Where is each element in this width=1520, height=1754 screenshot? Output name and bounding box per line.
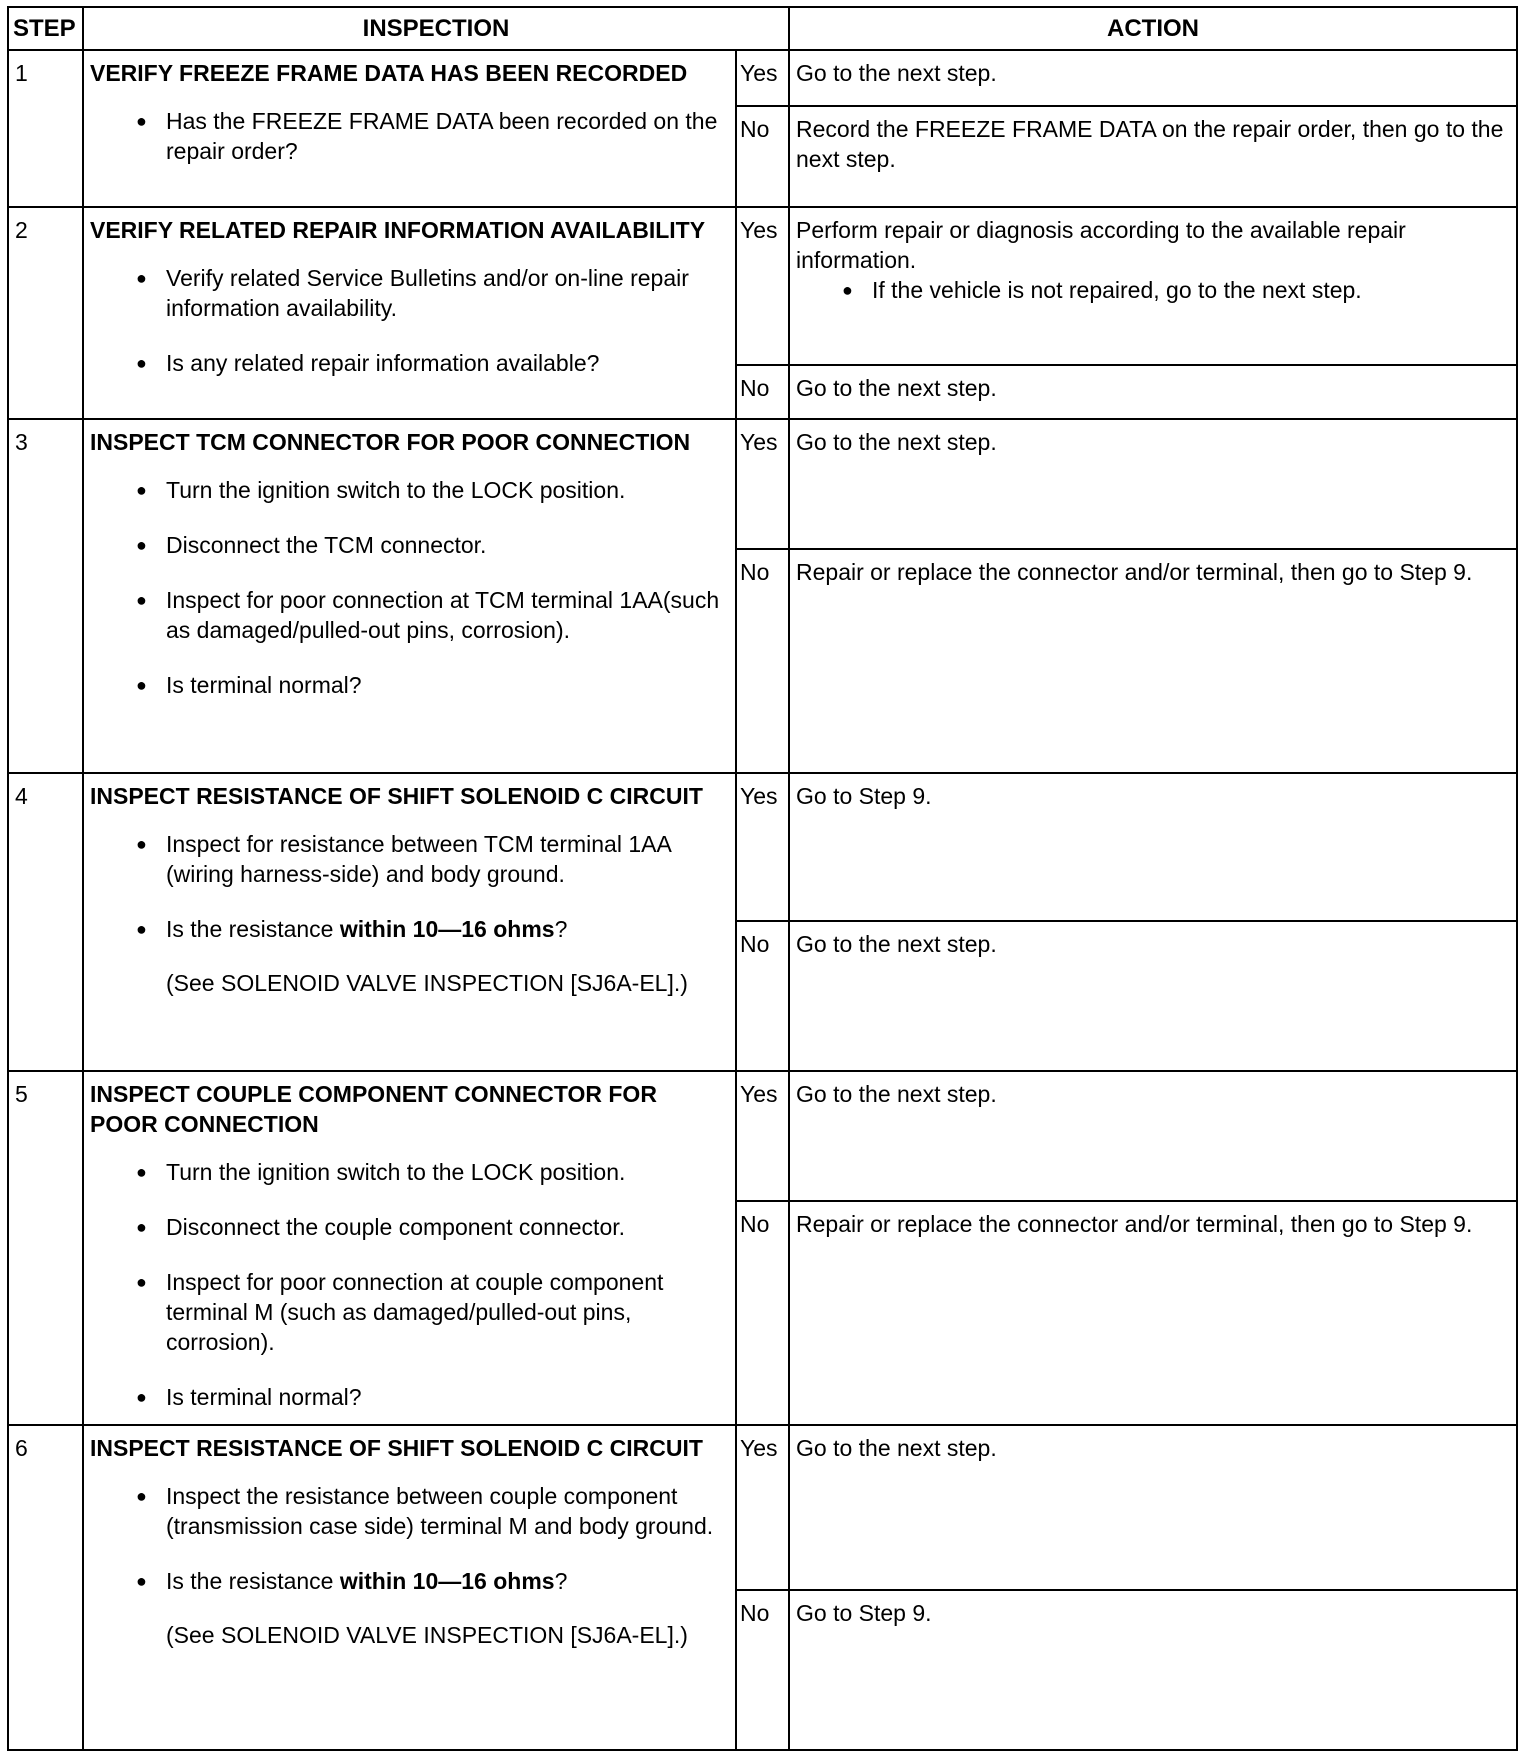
step-number: 4	[8, 773, 83, 1071]
bullet-icon: ●	[136, 590, 147, 610]
no-label: No	[736, 921, 789, 1071]
yes-action: Go to the next step.	[789, 1071, 1517, 1201]
table-row	[8, 50, 1517, 106]
inspection-title: VERIFY FREEZE FRAME DATA HAS BEEN RECORDED	[90, 60, 688, 86]
step-number: 2	[8, 207, 83, 419]
inspection-cell	[83, 50, 736, 207]
reference-note: (See SOLENOID VALVE INSPECTION [SJ6A-EL].)	[166, 970, 688, 996]
action-column-header: ACTION	[789, 7, 1517, 50]
yes-action: Perform repair or diagnosis according to the available repair information.	[796, 217, 1406, 273]
list-item	[90, 1481, 729, 1541]
bullet-icon: ●	[136, 1272, 147, 1292]
list-item	[796, 275, 1510, 305]
list-item	[90, 585, 729, 645]
yes-action: Go to the next step.	[789, 1425, 1517, 1590]
table-row	[8, 773, 1517, 921]
inspection-bullet: Inspect for poor connection at TCM terminal 1AA(such as damaged/pulled-out pins, corrosion).	[166, 587, 720, 643]
inspection-title: INSPECT RESISTANCE OF SHIFT SOLENOID C CIRCUIT	[90, 783, 703, 809]
list-item	[90, 263, 729, 323]
inspection-bullet: Is any related repair information available?	[166, 350, 600, 376]
inspection-cell	[83, 773, 736, 1071]
question-spec: within 10—16 ohms	[339, 1568, 555, 1594]
bullet-icon: ●	[136, 675, 147, 695]
inspection-bullet: Verify related Service Bulletins and/or on-line repair information availability.	[166, 265, 689, 321]
inspection-bullets	[90, 829, 729, 998]
bullet-icon: ●	[136, 1387, 147, 1407]
list-item	[90, 914, 729, 998]
question-pre: Is the resistance	[166, 1568, 340, 1594]
list-item	[90, 475, 729, 505]
inspection-bullet: Disconnect the couple component connector.	[166, 1214, 626, 1240]
bullet-icon: ●	[136, 535, 147, 555]
bullet-icon: ●	[136, 353, 147, 373]
inspection-title: VERIFY RELATED REPAIR INFORMATION AVAILABILITY	[90, 217, 706, 243]
inspection-cell	[83, 207, 736, 419]
question-pre: Is the resistance	[166, 916, 340, 942]
yes-label: Yes	[736, 1425, 789, 1590]
bullet-icon: ●	[136, 111, 147, 131]
inspection-bullet: Inspect for resistance between TCM terminal 1AA (wiring harness-side) and body ground.	[166, 831, 671, 887]
bullet-icon: ●	[842, 280, 853, 300]
action-bullet: If the vehicle is not repaired, go to the next step.	[872, 277, 1362, 303]
inspection-bullet: Turn the ignition switch to the LOCK position.	[166, 477, 626, 503]
inspection-bullets	[90, 106, 729, 166]
yes-action: Go to the next step.	[789, 419, 1517, 549]
question-spec: within 10—16 ohms	[339, 916, 555, 942]
no-action: Go to Step 9.	[789, 1590, 1517, 1750]
list-item	[90, 1267, 729, 1357]
bullet-icon: ●	[136, 919, 147, 939]
inspection-bullet: Has the FREEZE FRAME DATA been recorded on the repair order?	[166, 108, 718, 164]
no-action: Record the FREEZE FRAME DATA on the repair order, then go to the next step.	[789, 106, 1517, 207]
inspection-title: INSPECT COUPLE COMPONENT CONNECTOR FOR POOR CONNECTION	[90, 1081, 657, 1137]
inspection-bullets	[90, 1481, 729, 1650]
inspection-bullet: Turn the ignition switch to the LOCK position.	[166, 1159, 626, 1185]
inspection-bullet: Inspect the resistance between couple component (transmission case side) terminal M and body ground.	[166, 1483, 714, 1539]
step-number: 5	[8, 1071, 83, 1425]
list-item	[90, 1212, 729, 1242]
step-column-header: STEP	[8, 7, 83, 50]
list-item	[90, 106, 729, 166]
step-number: 1	[8, 50, 83, 207]
inspection-column-header: INSPECTION	[83, 7, 789, 50]
step-number: 6	[8, 1425, 83, 1750]
bullet-icon: ●	[136, 268, 147, 288]
bullet-icon: ●	[136, 480, 147, 500]
step-number: 3	[8, 419, 83, 773]
table-row	[8, 419, 1517, 549]
inspection-cell	[83, 1071, 736, 1425]
question-post: ?	[554, 1568, 568, 1594]
list-item	[90, 530, 729, 560]
question-text	[166, 1568, 567, 1594]
yes-label: Yes	[736, 419, 789, 549]
no-label: No	[736, 1590, 789, 1750]
inspection-bullet: Disconnect the TCM connector.	[166, 532, 487, 558]
header-row	[8, 7, 1517, 50]
inspection-cell	[83, 1425, 736, 1750]
action-bullets	[796, 275, 1510, 305]
table-row	[8, 207, 1517, 365]
yes-action: Go to the next step.	[789, 50, 1517, 106]
bullet-icon: ●	[136, 1217, 147, 1237]
bullet-icon: ●	[136, 1162, 147, 1182]
reference-note: (See SOLENOID VALVE INSPECTION [SJ6A-EL].)	[166, 1622, 688, 1648]
yes-action-cell	[789, 207, 1517, 365]
yes-label: Yes	[736, 773, 789, 921]
inspection-title: INSPECT RESISTANCE OF SHIFT SOLENOID C CIRCUIT	[90, 1435, 703, 1461]
inspection-bullets	[90, 1157, 729, 1412]
bullet-icon: ●	[136, 1571, 147, 1591]
no-label: No	[736, 549, 789, 773]
no-action: Repair or replace the connector and/or terminal, then go to Step 9.	[789, 1201, 1517, 1425]
yes-label: Yes	[736, 1071, 789, 1201]
diagnostic-procedure-table	[7, 6, 1518, 1751]
no-label: No	[736, 365, 789, 419]
no-action: Repair or replace the connector and/or terminal, then go to Step 9.	[789, 549, 1517, 773]
inspection-bullet: Is terminal normal?	[166, 1384, 362, 1410]
no-action: Go to the next step.	[789, 921, 1517, 1071]
list-item	[90, 1157, 729, 1187]
inspection-bullets	[90, 475, 729, 700]
question-text	[166, 916, 567, 942]
list-item	[90, 1382, 729, 1412]
inspection-bullet: Inspect for poor connection at couple component terminal M (such as damaged/pulled-out pins, corrosion).	[166, 1269, 664, 1355]
list-item	[90, 670, 729, 700]
no-label: No	[736, 1201, 789, 1425]
list-item	[90, 1566, 729, 1650]
inspection-title: INSPECT TCM CONNECTOR FOR POOR CONNECTION	[90, 429, 691, 455]
inspection-bullet: Is terminal normal?	[166, 672, 362, 698]
no-label: No	[736, 106, 789, 207]
table-row	[8, 1071, 1517, 1201]
yes-label: Yes	[736, 50, 789, 106]
yes-action: Go to Step 9.	[789, 773, 1517, 921]
inspection-bullets	[90, 263, 729, 378]
no-action: Go to the next step.	[789, 365, 1517, 419]
question-post: ?	[554, 916, 568, 942]
table-row	[8, 1425, 1517, 1590]
list-item	[90, 829, 729, 889]
bullet-icon: ●	[136, 834, 147, 854]
yes-label: Yes	[736, 207, 789, 365]
inspection-cell	[83, 419, 736, 773]
list-item	[90, 348, 729, 378]
bullet-icon: ●	[136, 1486, 147, 1506]
